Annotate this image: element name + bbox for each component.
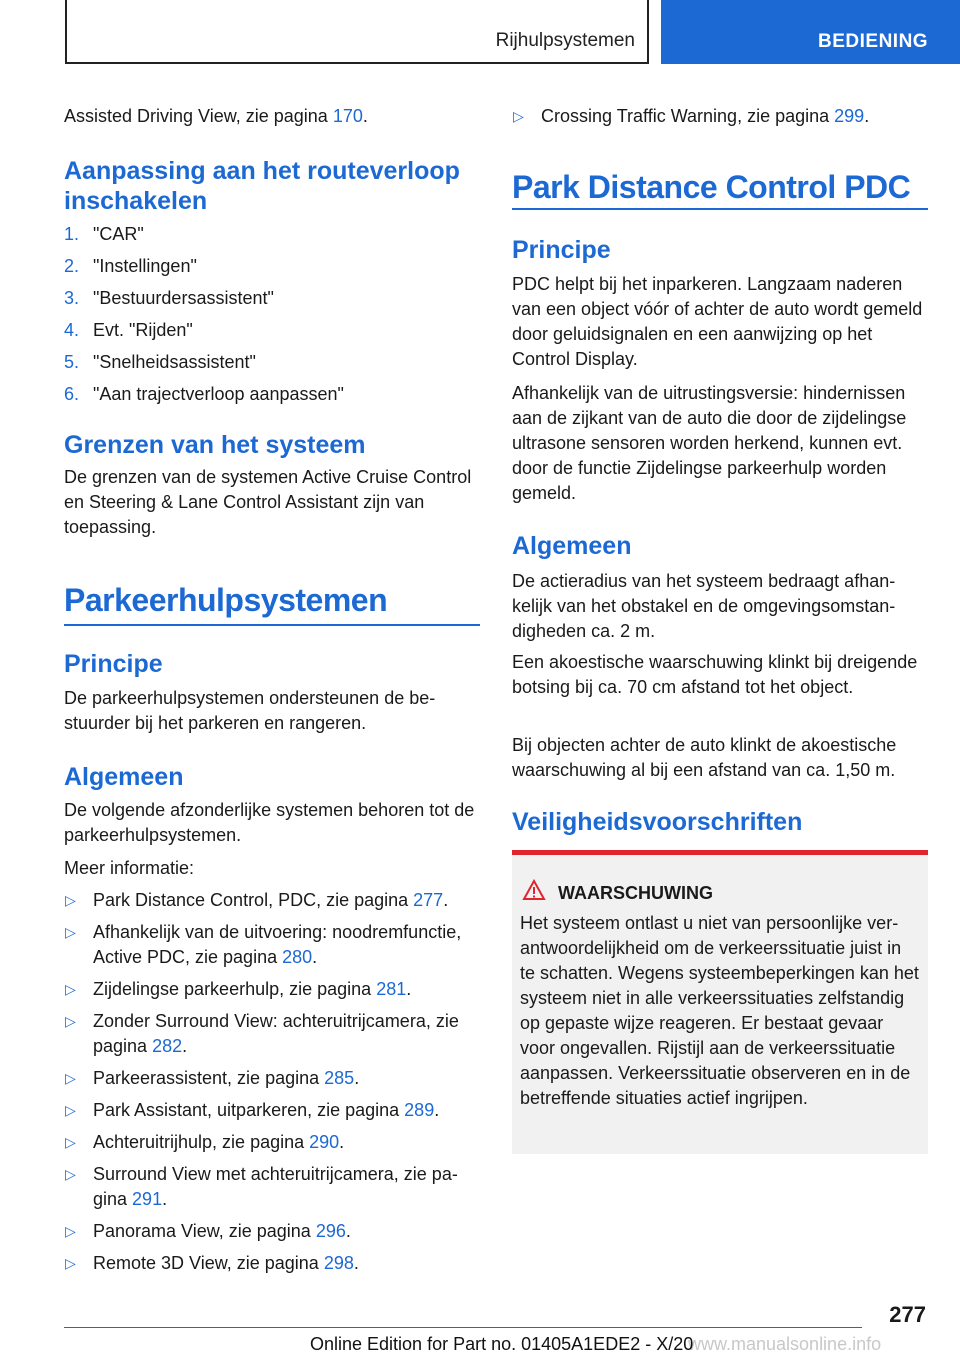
pdc-principe-heading: Principe xyxy=(512,236,611,264)
bullet-triangle-icon: ▷ xyxy=(65,1223,76,1239)
page-link-299[interactable]: 299 xyxy=(834,106,865,126)
page-link[interactable]: 285 xyxy=(324,1068,355,1088)
page-link-170[interactable]: 170 xyxy=(332,106,363,126)
warning-text: Het systeem ontlast u niet van persoonlijke verantwoordelijkheid om de verkeerssituatie juist in te schatten. Wegens systeembeperkingen kan het systeem niet in alle verkeerssituaties zelfstandig op gepaste wijze reageren. Er bestaat gevaar voor ongevallen. Rijstijl aan de verkeerssituatie aanpassen. Verkeerssituatie observeren en in de betreffende situaties actief ingrijpen. xyxy=(520,913,919,1108)
pdc-algemeen-p1: De actieradius van het systeem bedraagt afhankelijk van het obstakel en de omgevingsomstandigheden ca. 2 m. xyxy=(512,571,896,641)
algemeen-text: De volgende afzonderlijke systemen behoren tot de parkeerhulpsystemen. xyxy=(64,800,475,845)
list-item: ▷ Park Distance Control, PDC, zie pagina 277. xyxy=(64,888,480,920)
pdc-principe-p2: Afhankelijk van de uitrustingsversie: hindernissen aan de zijkant van de auto die door de zijdelingse ultrasone sensoren worden herkend, kunnen evt. door de functie Zijdelingse parkeerhulp worden gemeld. xyxy=(512,383,907,503)
step-item: 4. Evt. "Rijden" xyxy=(64,320,193,340)
list-item: ▷ Panorama View, zie pagina 296. xyxy=(64,1219,480,1251)
page-link[interactable]: 290 xyxy=(309,1132,340,1152)
header-section-tab xyxy=(65,0,649,64)
page-number: 277 xyxy=(889,1302,926,1327)
veiligheid-heading: Veiligheidsvoorschriften xyxy=(512,808,803,836)
step-item: 5. "Snelheidsassistent" xyxy=(64,352,256,372)
footer-rule xyxy=(64,1327,862,1328)
bullet-triangle-icon: ▷ xyxy=(65,1070,76,1086)
header-chapter-tab xyxy=(661,0,960,64)
pdc-algemeen-heading: Algemeen xyxy=(512,532,632,560)
page-link[interactable]: 281 xyxy=(376,979,407,999)
list-item: ▷ Zonder Surround View: achteruitrijcamera, zie pagina 282. xyxy=(65,1011,459,1056)
parkeer-heading: Parkeerhulpsystemen xyxy=(64,582,388,618)
pdc-algemeen-p3: Bij objecten achter de auto klinkt de akoestische waarschuwing al bij een afstand van ca. 1,50 m. xyxy=(512,735,897,780)
page-link[interactable]: 289 xyxy=(404,1100,435,1120)
page-link[interactable]: 296 xyxy=(315,1221,346,1241)
step-item: 6. "Aan trajectverloop aanpassen" xyxy=(64,384,344,404)
grenzen-text: De grenzen van de systemen Active Cruise Control en Steering & Lane Control Assistant zijn van toepassing. xyxy=(64,467,472,537)
grenzen-heading: Grenzen van het systeem xyxy=(64,431,366,459)
steps-list xyxy=(64,222,480,414)
page-link[interactable]: 282 xyxy=(152,1036,183,1056)
page-link[interactable]: 280 xyxy=(282,947,313,967)
heading-rule xyxy=(512,208,928,210)
bullet-triangle-icon: ▷ xyxy=(513,108,524,124)
step-item: 2. "Instellingen" xyxy=(64,256,197,276)
heading-rule xyxy=(64,624,480,626)
bullet-triangle-icon: ▷ xyxy=(65,892,76,908)
bullet-triangle-icon: ▷ xyxy=(65,924,76,940)
list-item: ▷ Zijdelingse parkeerhulp, zie pagina 281. xyxy=(64,977,480,1009)
intro-text: Assisted Driving View, zie pagina xyxy=(64,106,333,126)
bullet-triangle-icon: ▷ xyxy=(65,981,76,997)
bullet-triangle-icon: ▷ xyxy=(65,1102,76,1118)
pdc-algemeen-p2: Een akoestische waarschuwing klinkt bij dreigende botsing bij ca. 70 cm afstand tot het object. xyxy=(512,652,918,697)
bullet-triangle-icon: ▷ xyxy=(65,1255,76,1271)
principe-text: De parkeerhulpsystemen ondersteunen de bestuurder bij het parkeren en rangeren. xyxy=(64,688,436,733)
meer-info-label: Meer informatie: xyxy=(64,858,195,878)
warning-box xyxy=(512,850,928,1154)
list-item: ▷ Achteruitrijhulp, zie pagina 290. xyxy=(64,1130,480,1162)
pdc-principe-p1: PDC helpt bij het inparkeren. Langzaam naderen van een object vóór of achter de auto wordt gemeld door geluidsignalen en een aanwijzing op het Control Display. xyxy=(512,274,923,369)
list-item: ▷ Afhankelijk van de uitvoering: noodremfunctie, Active PDC, zie pagina 280. xyxy=(65,922,462,967)
list-item: ▷ Remote 3D View, zie pagina 298. xyxy=(64,1251,480,1283)
footer-edition: Online Edition for Part no. 01405A1EDE2 - X/20 xyxy=(310,1334,694,1354)
page-link[interactable]: 298 xyxy=(323,1253,354,1273)
bullet-triangle-icon: ▷ xyxy=(65,1134,76,1150)
bullet-triangle-icon: ▷ xyxy=(65,1013,76,1029)
intro-paragraph: Assisted Driving View, zie pagina 170. xyxy=(64,106,368,126)
list-item: ▷ Parkeerassistent, zie pagina 285. xyxy=(64,1066,480,1098)
warning-triangle-icon xyxy=(522,879,546,901)
step-item: 1. "CAR" xyxy=(64,224,144,244)
list-item: ▷ Park Assistant, uitparkeren, zie pagina 289. xyxy=(64,1098,480,1130)
algemeen-heading: Algemeen xyxy=(64,763,184,791)
pdc-heading: Park Distance Control PDC xyxy=(512,169,911,205)
header-section-label: Rijhulpsystemen xyxy=(495,30,635,51)
header-chapter-label: BEDIENING xyxy=(818,31,929,52)
page-link[interactable]: 277 xyxy=(413,890,444,910)
list-item: ▷ Surround View met achteruitrijcamera, zie pagina 291. xyxy=(65,1164,458,1209)
principe-heading: Principe xyxy=(64,650,163,678)
page-link[interactable]: 291 xyxy=(132,1189,163,1209)
step-item: 3. "Bestuurdersassistent" xyxy=(64,288,274,308)
watermark-site: www.manualsonline.info xyxy=(688,1334,882,1354)
aanpassing-heading: Aanpassing aan het routeverloop inschakelen xyxy=(64,157,460,215)
warning-title: WAARSCHUWING xyxy=(558,883,713,903)
bullet-triangle-icon: ▷ xyxy=(65,1166,76,1182)
system-bullet-list xyxy=(64,888,480,1283)
